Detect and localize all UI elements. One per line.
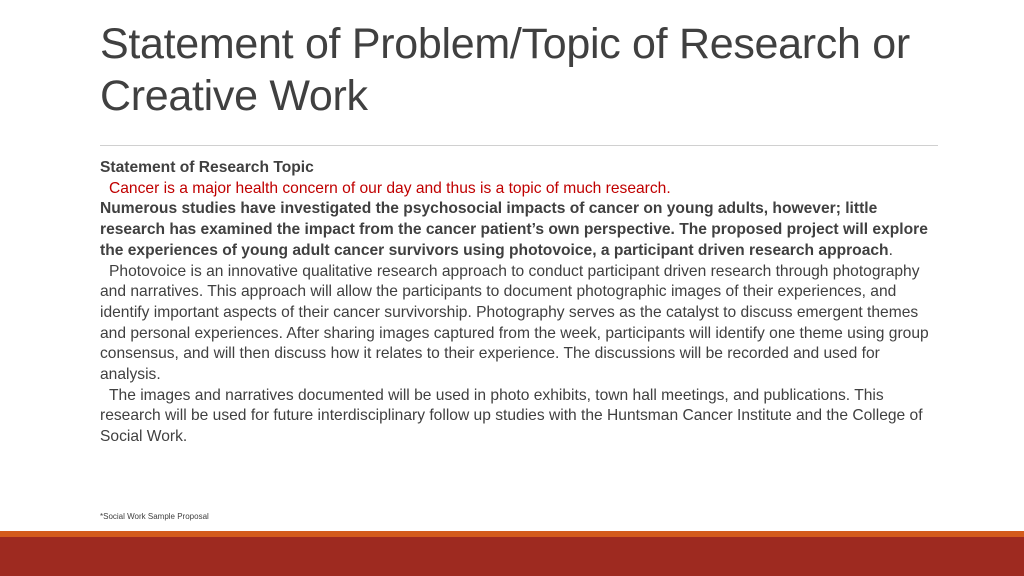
slide-body [100, 158, 930, 448]
bold-statement-paragraph [100, 199, 930, 261]
footer-bar [0, 537, 1024, 576]
photovoice-paragraph [100, 262, 930, 386]
dissemination-text: The images and narratives documented will be used in photo exhibits, town hall meetings, and publications. This research will be used for future interdisciplinary follow up studies with the Huntsman Cancer Institute and the College of Social Work. [100, 386, 923, 446]
dissemination-paragraph [100, 386, 930, 448]
red-statement: Cancer is a major health concern of our day and thus is a topic of much research. [109, 179, 671, 197]
bold-statement-text: Numerous studies have investigated the psychosocial impacts of cancer on young adults, however; little research has examined the impact from the cancer patient’s own perspective. The proposed project will explore the experiences of young adult cancer survivors using photovoice, a participant driven research approach [100, 200, 928, 259]
slide-title: Statement of Problem/Topic of Research or Creative Work [100, 20, 910, 120]
section-heading: Statement of Research Topic [100, 159, 314, 176]
title-divider [100, 145, 938, 146]
footnote: *Social Work Sample Proposal [100, 512, 209, 521]
bold-statement-period: . [888, 241, 893, 259]
photovoice-text: Photovoice is an innovative qualitative research approach to conduct participant driven research through photography and narratives. This approach will allow the participants to document photographic images of their experiences, and identify important aspects of their cancer survivorship. Photography serves as the catalyst to discuss emergent themes and personal experiences. After sharing images captured from the week, participants will identify one theme using group consensus, and will then discuss how it relates to their experience. The discussions will be recorded and used for analysis. [100, 262, 929, 384]
